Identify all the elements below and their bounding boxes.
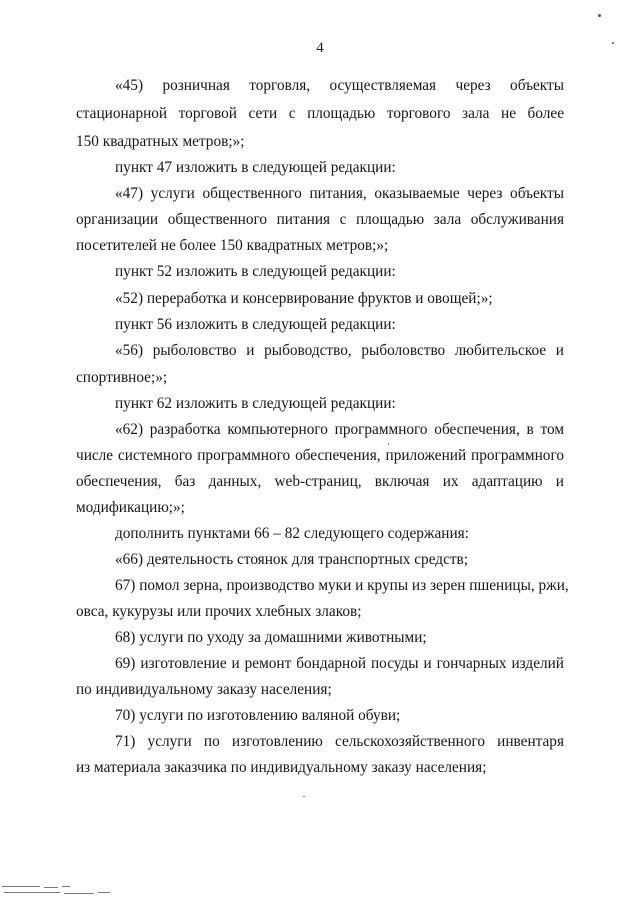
text-line: «56) рыболовство и рыбоводство, рыболовство любительское и	[115, 342, 564, 359]
text-line: 67) помол зерна, производство муки и крупы из зерен пшеницы, ржи,	[115, 577, 569, 594]
text-line: 68) услуги по уходу за домашними животными;	[115, 629, 427, 646]
text-line: 150 квадратных метров;»;	[76, 133, 245, 150]
page-number: 4	[316, 40, 324, 56]
text-line: «52) переработка и консервирование фруктов и овощей;»;	[115, 290, 493, 307]
text-line: пункт 56 изложить в следующей редакции:	[115, 316, 396, 333]
scan-speck	[303, 796, 305, 797]
text-line: стационарной торговой сети с площадью торгового зала не более	[76, 105, 564, 122]
text-line: 70) услуги по изготовлению валяной обуви;	[115, 707, 401, 724]
text-line: «62) разработка компьютерного программного обеспечения, в том	[115, 421, 564, 438]
text-line: модификацию;»;	[76, 499, 185, 516]
scan-speck	[612, 42, 614, 44]
text-line: по индивидуальному заказу населения;	[76, 681, 332, 698]
text-line: 71) услуги по изготовлению сельскохозяйственного инвентаря	[115, 733, 564, 750]
text-line: спортивное;»;	[76, 369, 168, 386]
text-line: пункт 52 изложить в следующей редакции:	[115, 263, 396, 280]
text-line: «47) услуги общественного питания, оказываемые через объекты	[115, 185, 564, 202]
text-line: овса, кукурузы или прочих хлебных злаков;	[76, 603, 362, 620]
text-line: 69) изготовление и ремонт бондарной посуды и гончарных изделий	[115, 655, 564, 672]
text-line: дополнить пунктами 66 – 82 следующего содержания:	[115, 525, 469, 542]
scan-speck	[598, 14, 601, 17]
text-line: из материала заказчика по индивидуальному заказу населения;	[76, 759, 487, 776]
scan-speck	[388, 443, 389, 445]
text-line: «45) розничная торговля, осуществляемая через объекты	[115, 77, 564, 94]
text-line: пункт 47 изложить в следующей редакции:	[115, 159, 396, 176]
text-line: посетителей не более 150 квадратных метров;»;	[76, 237, 389, 254]
text-line: «66) деятельность стоянок для транспортных средств;	[115, 551, 469, 568]
text-line: обеспечения, баз данных, web-страниц, включая их адаптацию и	[76, 473, 564, 490]
text-line: организации общественного питания с площадью зала обслуживания	[76, 211, 564, 228]
scan-noise	[0, 884, 118, 898]
text-line: пункт 62 изложить в следующей редакции:	[115, 395, 396, 412]
text-line: числе системного программного обеспечения, приложений программного	[76, 447, 564, 464]
